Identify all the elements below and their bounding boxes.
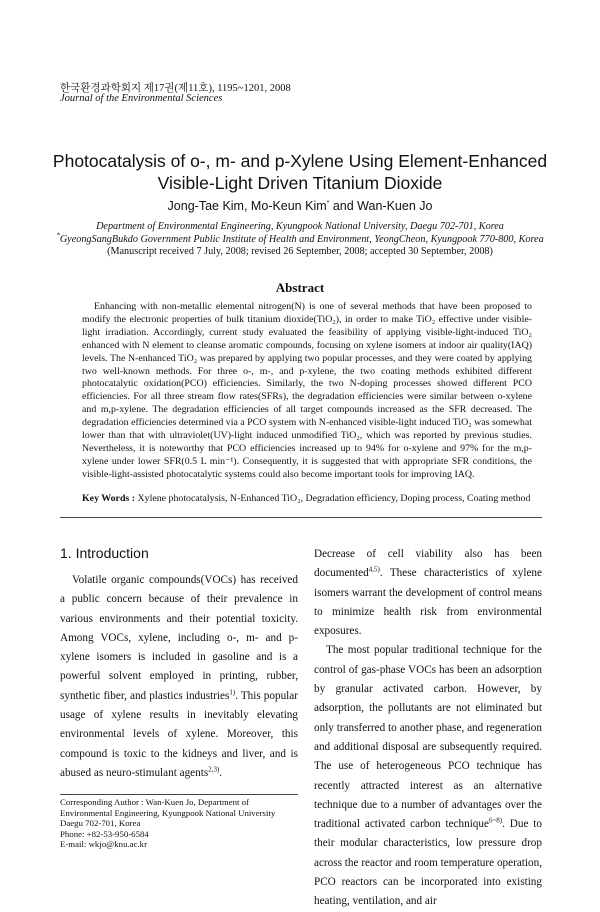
footnote-phone: Phone: +82-53-950-6584: [60, 828, 149, 839]
ref-sup: 2,3): [208, 765, 220, 774]
ref-sup: 1): [229, 688, 236, 697]
keywords-text: Xylene photocatalysis, N-Enhanced TiO₂, Degradation efficiency, Doping process, Coating method: [135, 493, 531, 504]
ref-sup: 6~8): [488, 816, 503, 825]
right-para1-a: Decrease of cell viability also has been documented: [314, 548, 542, 580]
journal-header-korean: 한국환경과학회지 제17권(제11호), 1195~1201, 2008: [60, 83, 291, 94]
author-group-1: Jong-Tae Kim, Mo-Keun Kim: [167, 199, 327, 213]
intro-left-column: [60, 571, 298, 783]
title-line-1: Photocatalysis of o-, m- and p-Xylene Using Element-Enhanced: [52, 151, 548, 171]
author-sup: *: [326, 199, 330, 207]
right-para2-a: The most popular traditional technique for the control of gas-phase VOCs has been an adsorption by granular activated carbon. However, by adsorption, the pollutants are not eliminated but only transferred to another phase, and regeneration and additional disposal are subsequently required. The use of heterogeneous PCO technique has recently attracted interest as an alternative technique due to a number of advantages over the traditional activated carbon technique: [314, 644, 542, 831]
affiliation-2: [20, 233, 580, 246]
footnote-email: E-mail: wkjo@knu.ac.kr: [60, 839, 148, 850]
authors: [20, 199, 580, 213]
footnote-author: Corresponding Author : Wan-Kuen Jo, Department of Environmental Engineering, Kyungpook National University Daegu 702-701, Korea: [60, 797, 276, 829]
right-para2: [314, 641, 542, 911]
keywords-label: Key Words :: [82, 493, 136, 504]
affiliation-sup: *: [56, 231, 60, 240]
right-para2-b: . Due to their modular characteristics, low pressure drop across the reactor and room temperature operation, PCO reactors can be incorporated into existing heating, ventilation, and air: [314, 818, 542, 908]
right-para1: [314, 545, 542, 641]
affiliation-1: Department of Environmental Engineering, Kyungpook National University, Daegu 702-701, Korea: [96, 221, 504, 232]
keywords: [82, 493, 542, 504]
journal-header-english: Journal of the Environmental Sciences: [60, 93, 223, 104]
abstract-heading: Abstract: [275, 280, 325, 295]
author-group-2: and Wan-Kuen Jo: [329, 199, 433, 213]
section-heading-introduction: 1. Introduction: [60, 545, 149, 561]
abstract-body: Enhancing with non-metallic elemental nitrogen(N) is one of several methods that have been proposed to modify the electronic properties of bulk titanium dioxide(TiO₂), in order to make TiO₂ effective under visible-light irradiation. Accordingly, current study evaluated the feasibility of applying visible-light-induced TiO₂ enhanced with N element to cleanse aromatic compounds, focusing on xylene isomers at indoor air quality(IAQ) levels. The N-enhanced TiO₂ was prepared by applying two popular processes, and they were coated by applying two well-known methods. For three o-, m-, and p-xylene, the two coating methods exhibited different photocatalytic oxidation(PCO) efficiencies. Similarly, the two N-doping processes showed different PCO efficiencies. For all three stream flow rates(SFRs), the degradation efficiencies were similar between o-xylene and m,p-xylene. The degradation efficiencies of all target compounds increased as the SFR decreased. The degradation efficiencies determined via a PCO system with N-enhanced visible-light induced TiO₂ was somewhat lower than that with ultraviolet(UV)-light induced unmodified TiO₂, which was reported by previous studies. Nevertheless, it is noteworthy that PCO efficiencies increased up to 94% for o-xylene and 97% for the m,p-xylene under lower SFR(0.5 L min⁻¹). Consequently, it is suggested that with appropriate SFR conditions, the visible-light-assisted photocatalytic systems could also become important tools for improving IAQ.: [82, 301, 533, 480]
title-line-2: Visible-Light Driven Titanium Dioxide: [157, 173, 443, 193]
abstract-divider: [60, 517, 542, 518]
right-para1-b: . These characteristics of xylene isomers warrant the development of control means to minimize health risk from environmental exposures.: [314, 567, 542, 638]
intro-para1c: .: [219, 766, 223, 779]
intro-para1: Volatile organic compounds(VOCs) has received a public concern because of their prevalence in various environments and their potential toxicity. Among VOCs, xylene, including o-, m- and p-xylene isomers is included in gasoline and is a powerful solvent employed in printing, rubber, synthetic fiber, and plastics industries: [60, 574, 298, 702]
manuscript-dates: (Manuscript received 7 July, 2008; revised 26 September, 2008; accepted 30 September, 2008): [107, 246, 493, 257]
footnote-divider: [60, 794, 298, 795]
intro-para1b: . This popular usage of xylene results in inevitably elevating environmental levels of xylene. Moreover, this compound is toxic to the kidneys and liver, and is abused as neuro-stimulant agents: [60, 689, 298, 779]
paper-title: [20, 150, 580, 194]
ref-sup: 4,5): [368, 565, 380, 574]
corresponding-author-footnote: [60, 797, 300, 850]
affiliation-2-text: GyeongSangBukdo Government Public Institute of Health and Environment, YeongCheon, Kyungpook 770-800, Korea: [59, 234, 544, 245]
intro-right-column: [314, 545, 542, 912]
